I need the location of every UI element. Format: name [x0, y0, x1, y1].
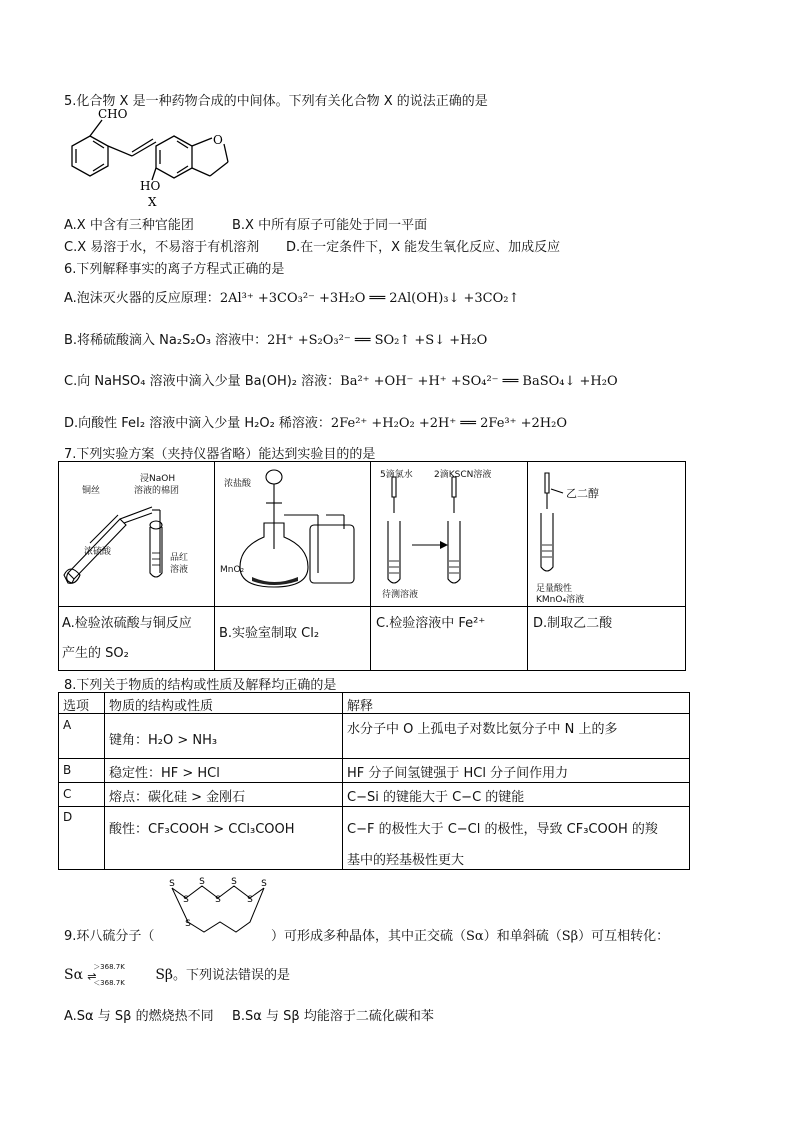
q7-caption-d: D.制取乙二酸 — [533, 616, 613, 631]
q7-stem: 7.下列实验方案（夹持仪器省略）能达到实验目的的是 — [64, 447, 376, 462]
fig-c-kscn-label: 2滴KSCN溶液 — [434, 470, 492, 480]
svg-text:S: S — [185, 919, 191, 929]
svg-text:S: S — [215, 895, 221, 905]
q8-row-d-explanation-2: 基中的羟基极性更大 — [347, 853, 465, 868]
q5-option-a: A.X 中含有三种官能团 — [64, 218, 194, 233]
q8-row-d-option: D — [63, 810, 73, 824]
q8-row-c-explanation: C−Si 的键能大于 C−C 的键能 — [347, 790, 525, 805]
fig-a-copper-label: 铜丝 — [82, 486, 101, 496]
q8-row-d-explanation: C−F 的极性大于 C−Cl 的极性，导致 CF₃COOH 的羧 — [347, 822, 658, 837]
ring-oxygen-label: O — [213, 133, 223, 147]
fig-c-test-label: 待测溶液 — [382, 590, 419, 600]
fig-d-k1-label: 足量酸性 — [536, 584, 573, 594]
q8-row-b-property: 稳定性：HF > HCl — [109, 766, 220, 781]
q6-option-d: D.向酸性 FeI₂ 溶液中滴入少量 H₂O₂ 稀溶液：2Fe²⁺ +H₂O₂ +2H⁺ ══ 2Fe³⁺ +2H₂O — [64, 416, 567, 431]
q8-stem: 8.下列关于物质的结构或性质及解释均正确的是 — [64, 678, 337, 693]
q9-option-b: B.Sα 与 Sβ 均能溶于二硫化碳和苯 — [232, 1009, 434, 1024]
svg-text:S: S — [199, 877, 205, 887]
q8-row-b-option: B — [63, 763, 72, 777]
q5-option-d: D.在一定条件下，X 能发生氧化反应、加成反应 — [286, 240, 561, 255]
q5-option-c: C.X 易溶于水，不易溶于有机溶剂 — [64, 240, 260, 255]
q5-stem: 5.化合物 X 是一种药物合成的中间体。下列有关化合物 X 的说法正确的是 — [64, 94, 488, 109]
q8-header-explanation: 解释 — [347, 699, 374, 714]
svg-text:S: S — [183, 895, 189, 905]
figure-c-apparatus — [372, 463, 524, 605]
fig-a-acid-label: 浓硫酸 — [84, 547, 112, 557]
q6-option-a: A.泡沫灭火器的反应原理：2Al³⁺ +3CO₃²⁻ +3H₂O ══ 2Al(OH)₃↓ +3CO₂↑ — [64, 291, 520, 306]
fig-b-mno2-label: MnO₂ — [220, 565, 245, 575]
fig-c-water-label: 5滴氯水 — [380, 470, 413, 480]
q7-caption-a-2: 产生的 SO₂ — [62, 646, 129, 661]
q8-row-a-option: A — [63, 718, 72, 732]
svg-text:S: S — [261, 879, 267, 889]
q7-caption-c: C.检验溶液中 Fe²⁺ — [376, 616, 486, 631]
compound-name-label: X — [148, 195, 157, 209]
q8-row-a-explanation: 水分子中 O 上孤电子对数比氨分子中 N 上的多 — [347, 722, 618, 737]
fig-a-naoh-label: 浸NaOH — [140, 474, 176, 484]
q8-row-d-property: 酸性：CF₃COOH > CCl₃COOH — [109, 822, 295, 837]
q9-stem-line: ）可形成多种晶体，其中正交硫（Sα）和单斜硫（Sβ）可互相转化： — [271, 929, 670, 944]
svg-text:S: S — [231, 877, 237, 887]
q8-row-b-explanation: HF 分子间氢键强于 HCl 分子间作用力 — [347, 766, 569, 781]
q9-stem-part-1: 9.环八硫分子（ — [64, 929, 155, 944]
q6-option-c: C.向 NaHSO₄ 溶液中滴入少量 Ba(OH)₂ 溶液：Ba²⁺ +OH⁻ +H⁺ +SO₄²⁻ ══ BaSO₄↓ +H₂O — [64, 374, 618, 389]
q5-option-b: B.X 中所有原子可能处于同一平面 — [232, 218, 428, 233]
q8-row-a-property: 键角：H₂O > NH₃ — [109, 733, 218, 748]
q6-option-b: B.将稀硫酸滴入 Na₂S₂O₃ 溶液中：2H⁺ +S₂O₃²⁻ ══ SO₂↑ +S↓ +H₂O — [64, 333, 488, 348]
fig-d-k2-label: KMnO₄溶液 — [536, 595, 585, 605]
fig-a-pin-label-2: 溶液 — [170, 565, 189, 575]
q8-row-c-option: C — [63, 787, 72, 801]
q7-caption-b: B.实验室制取 Cl₂ — [219, 626, 320, 641]
q8-row-c-property: 熔点：碳化硅 > 金刚石 — [109, 790, 246, 805]
q7-caption-a: A.检验浓硫酸与铜反应 — [62, 616, 192, 631]
fig-b-hcl-label: 浓盐酸 — [224, 479, 252, 489]
fig-d-glycol-label: 乙二醇 — [566, 487, 599, 500]
equilibrium-arrow-icon: ⇌ — [87, 969, 97, 983]
q9-equilibrium: Sα ＞368.7K ＜368.7K ⇌ Sβ。下列说法错误的是 — [64, 962, 291, 987]
s8-ring-diagram — [160, 876, 270, 938]
q6-stem: 6.下列解释事实的离子方程式正确的是 — [64, 262, 285, 277]
fig-a-naoh-label-2: 溶液的棉团 — [134, 486, 180, 496]
fig-a-pin-label: 品红 — [170, 553, 189, 563]
ho-label: HO — [140, 179, 161, 193]
svg-text:S: S — [169, 879, 175, 889]
q8-header-option: 选项 — [63, 699, 90, 714]
equilibrium-arrows: ＞368.7K ＜368.7K ⇌ — [87, 962, 125, 987]
cho-label: CHO — [98, 107, 128, 121]
svg-text:S: S — [247, 895, 253, 905]
q8-header-property: 物质的结构或性质 — [109, 699, 214, 714]
q9-option-a: A.Sα 与 Sβ 的燃烧热不同 — [64, 1009, 214, 1024]
compound-x-structure — [60, 106, 260, 214]
